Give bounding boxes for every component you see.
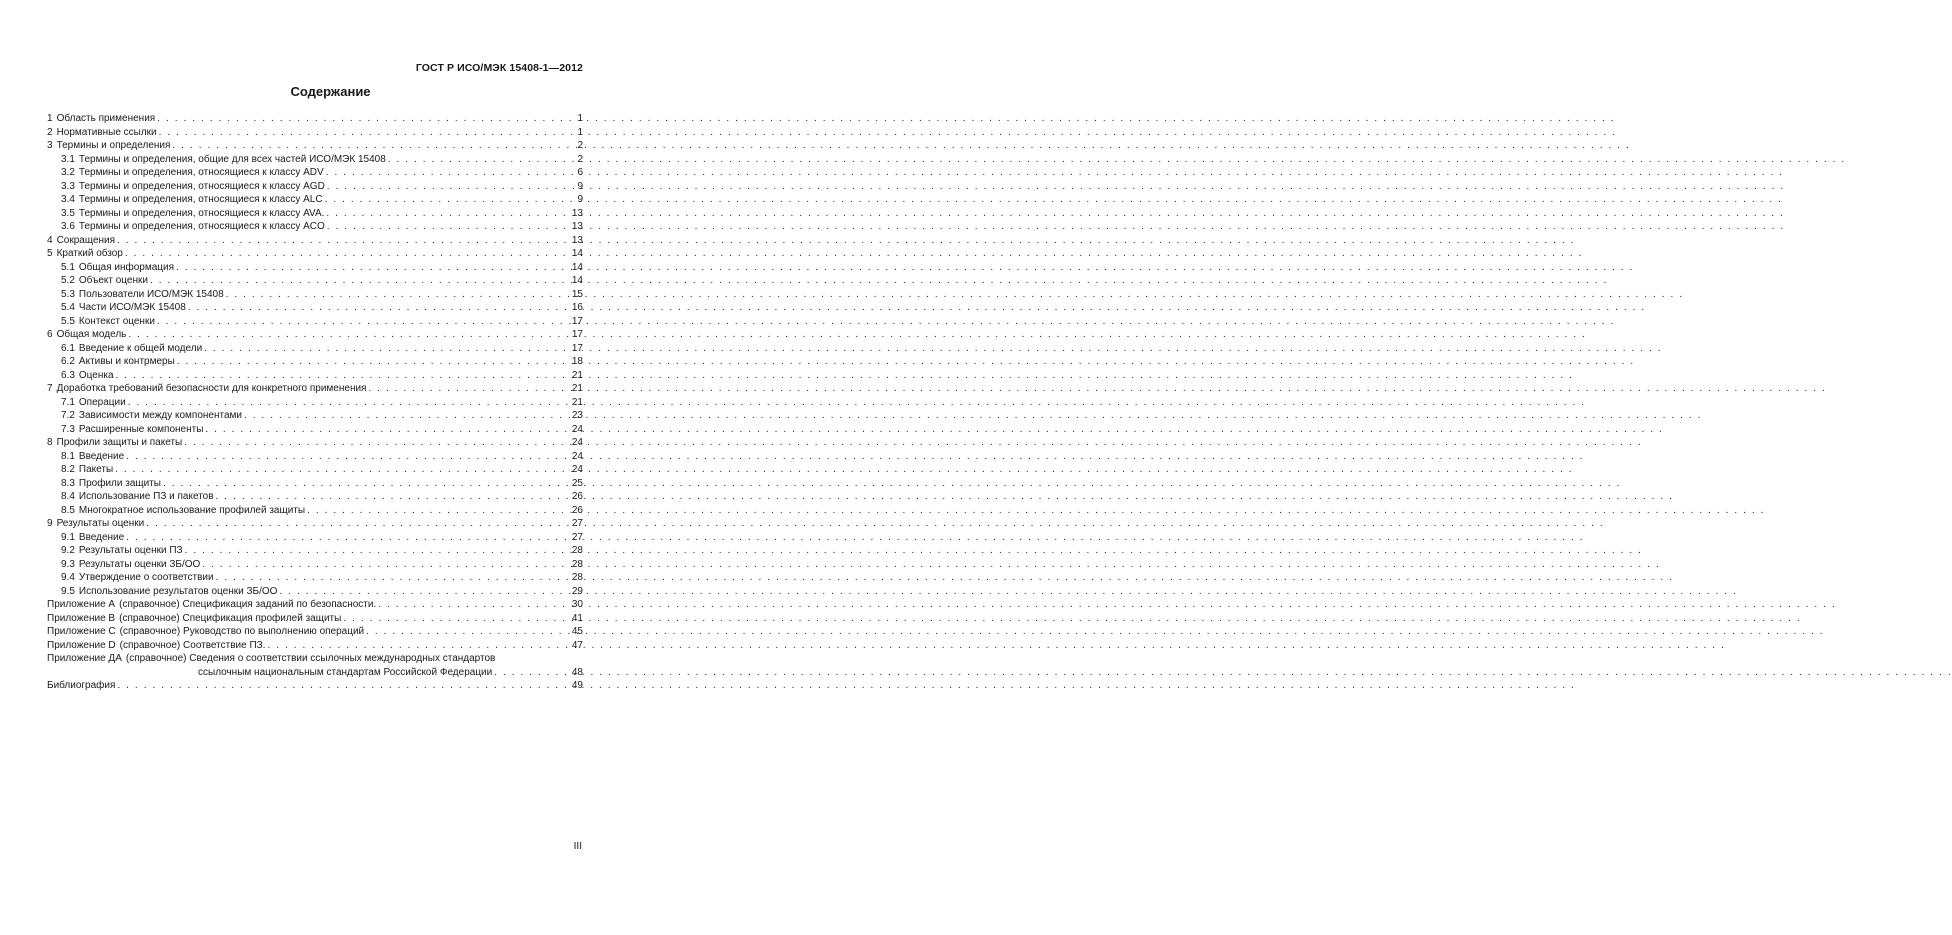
toc-entry-number: 8 [47,437,53,448]
toc-entry-page: 17 [571,329,583,340]
toc-entry-title: Термины и определения, относящиеся к классу ACO [78,221,325,232]
toc-entry-page: 14 [571,261,583,273]
toc-entry-title: Операции [78,396,126,408]
toc-entry-number: 9.4 [61,572,75,583]
toc-leader-dots [214,571,572,585]
toc-entry-page: 28 [571,572,583,583]
toc-leader-dots [174,261,572,275]
toc-leader-dots [305,504,572,518]
document-page [0,0,661,935]
toc-entry-page: 30 [571,599,583,610]
toc-title: Содержание [290,84,371,99]
toc-entry-number: 6.2 [61,356,75,367]
toc-entry-number: Приложение C [47,626,116,637]
toc-entry-title: Термины и определения [56,140,171,151]
toc-entry-number: 7.1 [61,396,75,408]
toc-leader-dots [386,153,578,167]
toc-entry-title: Пакеты [78,464,114,475]
toc-entry[interactable] [47,544,583,558]
toc-entry-appendix-da[interactable] [47,652,583,679]
toc-entry-number: 9.3 [61,558,75,570]
toc-entry-page: 21 [571,383,583,394]
toc-leader-dots [124,450,572,464]
toc-entry-page: 16 [571,302,583,313]
toc-entry-page: 23 [571,410,583,421]
toc-entry-title-line-1: (справочное) Сведения о соответствии ссылочных международных стандартов [125,653,496,664]
toc-entry[interactable] [47,396,583,410]
toc-entry-title: Результаты оценки [56,518,145,529]
toc-entry-page: 26 [571,491,583,502]
toc-leader-dots [324,166,578,180]
toc-entry-page: 21 [571,396,583,408]
toc-leader-dots [115,679,571,693]
toc-entry-page: 24 [571,450,583,462]
toc-entry-title: Область применения [56,113,156,124]
toc-leader-dots [115,234,572,248]
toc-entry[interactable] [47,112,583,126]
toc-entry[interactable] [47,261,583,275]
toc-leader-dots [323,193,578,207]
toc-entry-page: 45 [571,626,583,637]
toc-entry[interactable] [47,220,583,234]
toc-entry-number: 7.3 [61,423,75,435]
toc-entry-title-line-2: ссылочным национальным стандартам Российской Федерации [198,666,493,678]
toc-leader-dots [157,126,578,140]
toc-leader-dots [265,639,571,653]
toc-entry-title: Использование ПЗ и пакетов [78,491,214,502]
toc-entry-title: Профили защиты и пакеты [56,437,183,448]
toc-entry-title: Общая модель [56,329,127,340]
toc-entry-title: Нормативные ссылки [56,126,157,138]
toc-entry-title: (справочное) Соответствие ПЗ. [119,639,266,651]
toc-entry-page: 26 [571,504,583,516]
toc-entry-number: 1 [47,113,53,124]
toc-entry-number: 3.5 [61,207,75,219]
toc-entry-page: 15 [571,288,583,300]
toc-entry[interactable] [47,490,583,504]
toc-entry-page: 24 [571,437,583,448]
toc-entry-title: Оценка [78,369,114,381]
toc-entry-page: 6 [577,167,583,178]
toc-entry-number: 9.1 [61,531,75,543]
toc-entry-title: Термины и определения, относящиеся к классу AVA. [78,207,325,219]
toc-entry-number: 3.3 [61,180,75,192]
toc-entry-number: 3 [47,140,53,151]
toc-leader-dots [124,531,572,545]
toc-entry-page: 17 [571,342,583,354]
toc-entry-page: 24 [571,464,583,475]
toc-entry-number: 9.2 [61,545,75,556]
toc-entry[interactable] [47,504,583,518]
toc-leader-dots [155,315,572,329]
toc-entry-title: Расширенные компоненты [78,423,204,435]
toc-entry[interactable] [47,193,583,207]
toc-entry-number: Приложение B [47,612,116,624]
toc-entry-page: 13 [571,207,583,219]
toc-leader-dots [155,112,577,126]
table-of-contents [47,112,583,693]
toc-entry[interactable] [47,247,583,261]
toc-entry-title: Многократное использование профилей защиты [78,504,306,516]
toc-leader-dots [341,612,572,626]
toc-entry[interactable] [47,558,583,572]
toc-entry[interactable] [47,180,583,194]
toc-entry-page: 29 [571,585,583,597]
toc-entry-number: 7 [47,383,53,394]
toc-entry-title: Профили защиты [78,477,161,489]
toc-entry-number: 5.2 [61,275,75,286]
toc-entry-title: Термины и определения, относящиеся к классу ALC [78,194,323,205]
toc-leader-dots [324,207,571,221]
toc-entry-title: Объект оценки [78,275,148,286]
toc-leader-dots [113,463,572,477]
toc-entry-number: 8.5 [61,504,75,516]
toc-entry[interactable] [47,625,583,639]
toc-entry-page: 49 [571,680,583,691]
toc-entry-page: 14 [571,248,583,259]
toc-entry[interactable] [47,139,583,153]
toc-leader-dots [203,423,571,437]
toc-entry[interactable] [47,315,583,329]
toc-leader-dots [242,409,572,423]
toc-entry-number: 6.1 [61,342,75,354]
toc-leader-dots [148,274,572,288]
toc-entry-number: Приложение ДА [47,653,122,664]
toc-leader-dots [364,625,572,639]
toc-entry-title: Введение к общей модели [78,342,203,354]
toc-entry-number: 3.2 [61,167,75,178]
toc-entry-number: 5.3 [61,288,75,300]
toc-entry[interactable] [47,639,583,653]
toc-entry-number: 3.1 [61,153,75,165]
toc-entry[interactable] [47,274,583,288]
toc-entry[interactable] [47,369,583,383]
toc-leader-dots [200,558,572,572]
toc-entry[interactable] [47,612,583,626]
toc-entry[interactable] [47,585,583,599]
toc-entry-title: Использование результатов оценки ЗБ/ОО [78,585,278,597]
toc-entry[interactable] [47,571,583,585]
toc-entry-line-1 [47,652,583,666]
toc-entry-number: 5 [47,248,53,259]
document-header-id: ГОСТ Р ИСО/МЭК 15408-1—2012 [415,62,583,74]
page-number-footer: III [573,841,582,852]
toc-leader-dots [126,328,571,342]
toc-entry[interactable] [47,207,583,221]
toc-entry-page: 13 [571,234,583,246]
toc-entry-number: 8.4 [61,491,75,502]
toc-entry-number: 9.5 [61,585,75,597]
toc-entry-title: Сокращения [56,234,116,246]
toc-entry-page: 48 [571,666,583,678]
toc-entry-number: Приложение A [47,599,116,610]
toc-entry-title: Термины и определения, относящиеся к классу ADV [78,167,324,178]
toc-entry-number: 5.1 [61,261,75,273]
toc-entry-number: 8.3 [61,477,75,489]
toc-entry-number: Приложение D [47,639,116,651]
toc-entry-number: 6 [47,329,53,340]
toc-entry-line-2 [47,666,583,680]
toc-entry-page: 1 [577,113,583,124]
toc-entry-title: Результаты оценки ЗБ/ОО [78,558,201,570]
toc-entry-number: 9 [47,518,53,529]
toc-leader-dots [186,301,572,315]
toc-entry[interactable] [47,153,583,167]
toc-entry-title: Контекст оценки [78,315,155,327]
toc-entry-title: Утверждение о соответствии [78,572,214,583]
toc-entry[interactable] [47,423,583,437]
toc-entry-title: (справочное) Руководство по выполнению операций [119,626,365,637]
toc-entry-bibliography[interactable] [47,679,583,693]
toc-entry[interactable] [47,463,583,477]
toc-leader-dots [182,436,572,450]
toc-entry[interactable] [47,355,583,369]
toc-leader-dots [376,598,572,612]
toc-entry-title: Результаты оценки ПЗ [78,545,183,556]
toc-entry-page: 27 [571,531,583,543]
toc-entry-page: 28 [571,545,583,556]
toc-entry[interactable] [47,531,583,545]
toc-leader-dots [170,139,577,153]
toc-entry-page: 25 [571,477,583,489]
toc-leader-dots [366,382,571,396]
toc-entry-title: Краткий обзор [56,248,123,259]
toc-entry-number: 3.4 [61,194,75,205]
toc-leader-dots [202,342,572,356]
toc-entry-title: (справочное) Спецификация профилей защиты [119,612,342,624]
toc-leader-dots [277,585,571,599]
toc-entry[interactable] [47,126,583,140]
toc-entry-page: 18 [571,356,583,367]
toc-entry-page: 2 [577,140,583,151]
toc-entry[interactable] [47,436,583,450]
toc-leader-dots [224,288,572,302]
toc-entry-number: 3.6 [61,221,75,232]
toc-entry-title: Введение [78,531,125,543]
toc-leader-dots [325,220,572,234]
toc-entry-number: 6.3 [61,369,75,381]
toc-leader-dots [492,666,572,680]
toc-entry-page: 9 [577,180,583,192]
toc-entry-title: Общая информация [78,261,175,273]
toc-entry-title: Доработка требований безопасности для конкретного применения [56,383,367,394]
toc-entry-page: 24 [571,423,583,435]
toc-entry-title: (справочное) Спецификация заданий по безопасности. [119,599,377,610]
toc-entry-number: 4 [47,234,53,246]
toc-entry-number: 5.5 [61,315,75,327]
toc-entry[interactable] [47,328,583,342]
toc-leader-dots [114,369,572,383]
toc-entry[interactable] [47,409,583,423]
toc-entry-page: 2 [577,153,583,165]
toc-entry-number: 7.2 [61,410,75,421]
toc-entry[interactable] [47,234,583,248]
toc-leader-dots [325,180,578,194]
toc-entry-number: 8.1 [61,450,75,462]
toc-entry-page: 1 [577,126,583,138]
toc-leader-dots [214,490,572,504]
toc-entry-page: 41 [571,612,583,624]
toc-entry-title: Активы и контрмеры [78,356,175,367]
toc-entry-page: 28 [571,558,583,570]
toc-entry[interactable] [47,517,583,531]
toc-entry[interactable] [47,450,583,464]
toc-entry-title: Пользователи ИСО/МЭК 15408 [78,288,224,300]
toc-entry-title: Термины и определения, общие для всех частей ИСО/МЭК 15408 [78,153,386,165]
toc-entry[interactable] [47,301,583,315]
toc-leader-dots [126,396,572,410]
toc-entry-page: 17 [571,315,583,327]
toc-entry[interactable] [47,382,583,396]
toc-entry-number: 2 [47,126,53,138]
toc-entry-page: 13 [571,221,583,232]
toc-entry-number: 5.4 [61,302,75,313]
toc-leader-dots [123,247,572,261]
toc-entry-page: 47 [571,639,583,651]
toc-entry-page: 27 [571,518,583,529]
toc-leader-dots [183,544,572,558]
toc-entry-page: 14 [571,275,583,286]
toc-entry-title: Введение [78,450,125,462]
toc-entry-page: 9 [577,194,583,205]
toc-leader-dots [161,477,572,491]
toc-entry-page: 21 [571,369,583,381]
toc-entry-number: 8.2 [61,464,75,475]
toc-entry-title: Термины и определения, относящиеся к классу AGD [78,180,325,192]
toc-leader-dots [144,517,572,531]
toc-entry[interactable] [47,342,583,356]
toc-entry-title: Библиография [47,680,116,691]
toc-leader-dots [175,355,572,369]
toc-entry-title: Зависимости между компонентами [78,410,242,421]
toc-entry[interactable] [47,598,583,612]
toc-entry[interactable] [47,288,583,302]
toc-entry-title: Части ИСО/МЭК 15408 [78,302,186,313]
toc-entry[interactable] [47,477,583,491]
toc-entry[interactable] [47,166,583,180]
